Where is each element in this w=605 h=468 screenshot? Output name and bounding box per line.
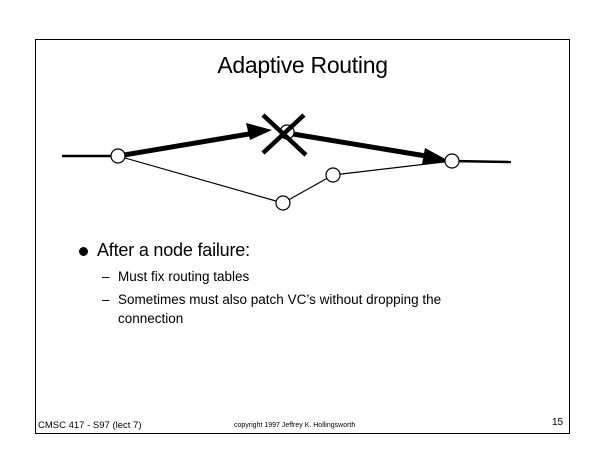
alt-path-segment-1 [118,156,283,203]
alt-path-segment-3 [333,161,452,175]
bullet-dot-icon [79,247,88,256]
arrowhead-1 [246,123,272,140]
node-left [111,149,125,163]
primary-path-segment-2 [287,133,432,157]
copyright-footer: copyright 1997 Jeffrey K. Hollingsworth [234,422,356,429]
node-bottom [276,196,290,210]
subpoint-text: connection [118,311,184,326]
dash-icon: – [102,269,110,284]
slide-title: Adaptive Routing [217,52,388,78]
dash-icon: – [102,292,110,307]
output-link [452,161,511,162]
course-footer: CMSC 417 - S97 (lect 7) [38,420,142,431]
subpoint-text: Must fix routing tables [118,269,250,284]
node-mid-lower [326,168,340,182]
page-number: 15 [552,417,564,428]
alt-path-segment-2 [283,175,333,203]
main-bullet: After a node failure: [97,240,250,260]
node-right [445,154,459,168]
subpoint-text: Sometimes must also patch VC’s without dropping the [118,292,442,307]
primary-path-segment-1 [118,133,255,156]
